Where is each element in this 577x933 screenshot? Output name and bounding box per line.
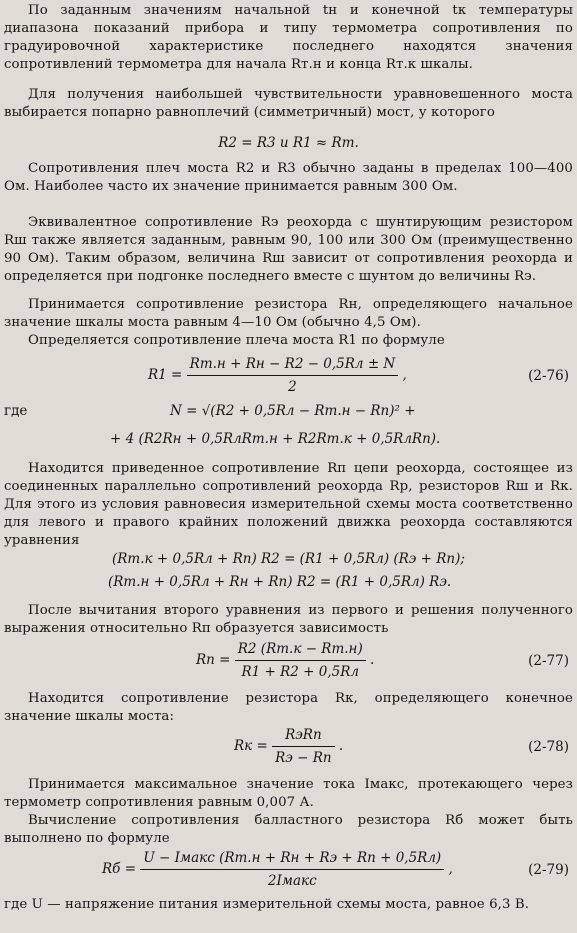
equation-number-2-77: (2-77)	[528, 653, 569, 669]
paragraph-resistor-rn: Принимается сопротивление резистора Rн, определяющего начальное значение шкалы моста равным 4—10 Ом (обычно 4,5 Ом).	[4, 297, 573, 330]
paragraph-thermometer-range: По заданным значениям начальной tн и конечной tк температуры диапазона показаний прибора и типу термометра сопротивления по градуировочной характеристике последнего находятся значения сопротивлений термометра для начала Rт.н и конца Rт.к шкалы.	[4, 3, 573, 72]
paragraph-bridge-selection: Для получения наибольшей чувствительности уравновешенного моста выбирается попарно равноплечий (симметричный) мост, у которого	[4, 87, 573, 120]
equation-rp-numerator: R2 (Rт.к − Rт.н)	[235, 640, 366, 661]
where-label: где	[4, 403, 28, 419]
equation-r1-denominator: 2	[288, 379, 297, 395]
equation-rp-lhs: Rп =	[196, 652, 231, 668]
equation-number-2-79: (2-79)	[528, 862, 569, 878]
equation-number-2-76: (2-76)	[528, 368, 569, 384]
equation-rp-denominator: R1 + R2 + 0,5Rл	[241, 664, 359, 680]
paragraph-equivalent-resistance: Эквивалентное сопротивление Rэ реохорда с шунтирующим резистором Rш также является заданным, равным 90, 100 или 300 Ом (преимущественно 90 Ом). Таким образом, величина Rш зависит от сопротивления реохорда и определяется при подгонке последнего вместе с шунтом до величины Rэ.	[4, 215, 573, 284]
equation-rk-lhs: Rк =	[234, 738, 268, 754]
equation-rp-fraction	[235, 640, 366, 681]
equation-r1-numerator: Rт.н + Rн − R2 − 0,5Rл ± N	[187, 355, 399, 376]
equation-rk-fraction	[272, 726, 334, 767]
equation-rb-fraction	[140, 849, 444, 890]
paragraph-reduced-resistance: Находится приведенное сопротивление Rп цепи реохорда, состоящее из соединенных параллельно сопротивлений реохорда Rр, резисторов Rш и Rк. Для этого из условия равновесия измерительной схемы моста соответственно для левого и правого крайних положений движка реохорда составляются уравнения	[4, 461, 573, 548]
equation-r1-fraction	[187, 355, 399, 396]
paragraph-arm-resistances: Сопротивления плеч моста R2 и R3 обычно заданы в пределах 100—400 Ом. Наиболее часто их значение принимается равным 300 Ом.	[4, 161, 573, 194]
equation-number-2-78: (2-78)	[528, 739, 569, 755]
paragraph-ballast-resistor: Вычисление сопротивления балластного резистора Rб может быть выполнено по формуле	[4, 813, 573, 846]
equation-rb-denominator: 2Iмакс	[267, 873, 317, 889]
paragraph-max-current: Принимается максимальное значение тока Iмакс, протекающего через термометр сопротивления равным 0,007 А.	[4, 777, 573, 810]
paragraph-supply-voltage: где U — напряжение питания измерительной схемы моста, равное 6,3 В.	[4, 897, 530, 912]
paragraph-subtraction: После вычитания второго уравнения из первого и решения полученного выражения относительно Rп образуется зависимость	[4, 603, 573, 636]
paragraph-resistor-rk: Находится сопротивление резистора Rк, определяющего конечное значение шкалы моста:	[4, 691, 573, 724]
equation-r2-r3: R2 = R3 и R1 ≈ Rт.	[218, 135, 359, 151]
equation-rb-numerator: U − Iмакс (Rт.н + Rн + Rэ + Rп + 0,5Rл)	[140, 849, 444, 870]
paragraph-r1-formula-intro: Определяется сопротивление плеча моста R1 по формуле	[28, 333, 445, 348]
equation-rk-denominator: Rэ − Rп	[275, 750, 332, 766]
equation-rb-lhs: Rб =	[102, 861, 137, 877]
document-page: По заданным значениям начальной tн и конечной tк температуры диапазона показаний прибора и типу термометра сопротивления по градуировочной характеристике последнего находятся значения сопротивлений термометра для начала Rт.н и конца Rт.к шкалы. Для получения наибольшей чувствительности уравновешенного моста выбирается попарно равноплечий (симметричный) мост, у которого R2 = R3 и R1 ≈ Rт. Сопротивления плеч моста R2 и R3 обычно заданы в пределах 100—400 Ом. Наиболее часто их значение принимается равным 300 Ом. Эквивалентное сопротивление Rэ реохорда с шунтирующим резистором Rш также является заданным, равным 90, 100 или 300 Ом (преимущественно 90 Ом). Таким образом, величина Rш зависит от сопротивления реохорда и определяется при подгонке последнего вместе с шунтом до величины Rэ. Принимается сопротивление резистора Rн, определяющего начальное значение шкалы моста равным 4—10 Ом (обычно 4,5 Ом). Определяется сопротивление плеча моста R1 по формуле R1 = $\frac{Rт.н + Rн - R2 - 0,5Rл \pm N}{2}$ , (2-76) где N = √(R2 + 0,5Rл − Rт.н − Rп)² + + 4 (R2Rн + 0,5RлRт.н + R2Rт.к + 0,5RлRп). Находится приведенное сопротивление Rп цепи реохорда, состоящее из соединенных параллельно сопротивлений реохорда Rр, резисторов Rш и Rк. Для этого из условия равновесия измерительной схемы моста соответственно для левого и правого крайних положений движка реохорда составляются уравнения (Rт.к + 0,5Rл + Rп) R2 = (R1 + 0,5Rл) (Rэ + Rп); (Rт.н + 0,5Rл + Rн + Rп) R2 = (R1 + 0,5Rл) Rэ. После вычитания второго уравнения из первого и решения полученного выражения относительно Rп образуется зависимость Rп = $\frac{R2 (Rт.к - Rт.н)}{R1 + R2 + 0,5Rл}$ . (2-77) Находится сопротивление резистора Rк, определяющего конечное значение шкалы моста: Rк = $\frac{\text{RэRп}}{Rэ - Rп}$ . (2-78) Принимается максимальное значение тока Iмакс, протекающего через термометр сопротивления равным 0,007 А. Вычисление сопротивления балластного резистора Rб может быть выполнено по формуле Rб = $\frac{\text{U − Iмакс (Rт.н + Rн + Rэ + Rп + 0,5Rл)}}{\text{2Iмакс}}$ , (2-79) где U — напряжение питания измерительной схемы моста, равное 6,3 В.	[0, 0, 577, 933]
equation-rk-numerator: RэRп	[272, 726, 334, 747]
equation-r1-lhs: R1 =	[148, 367, 183, 383]
